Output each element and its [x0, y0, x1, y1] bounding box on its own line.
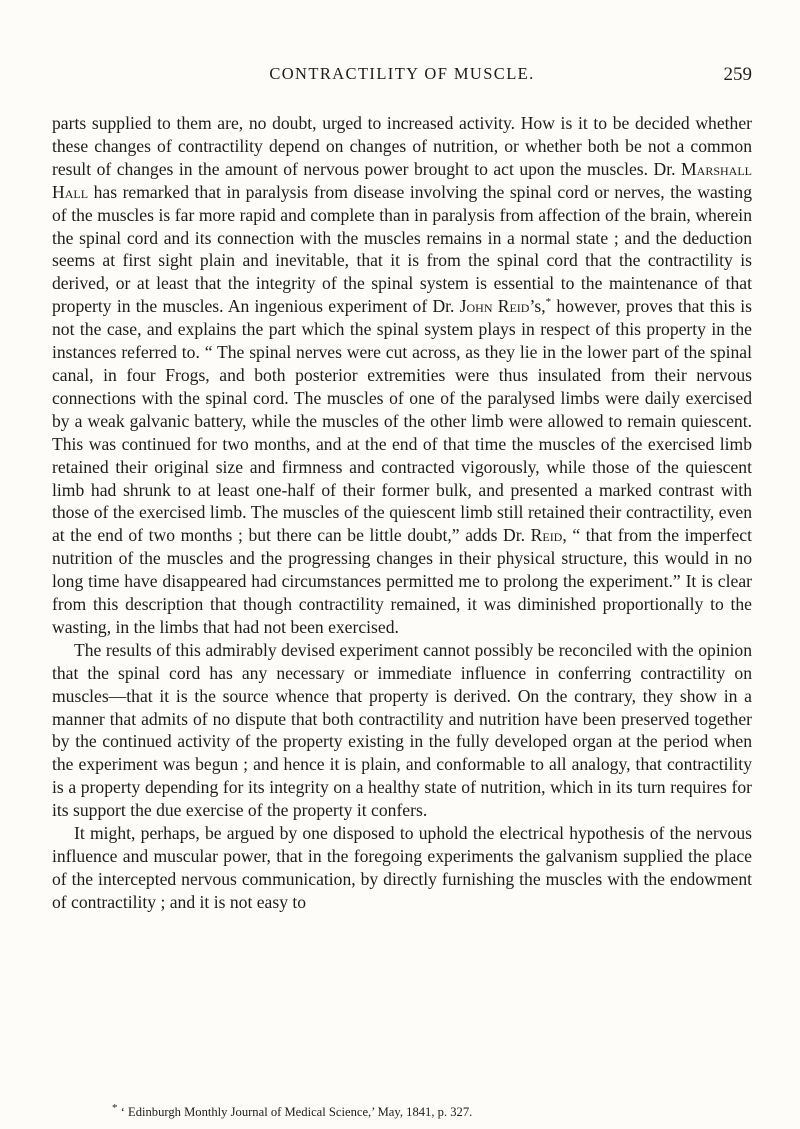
- paragraph: [52, 112, 752, 639]
- name-small-caps: John Reid: [459, 296, 530, 317]
- footnote-text: ‘ Edinburgh Monthly Journal of Medical Science,’ May, 1841, p. 327.: [120, 1105, 473, 1119]
- name-small-caps: Reid: [530, 525, 563, 546]
- text-run: parts supplied to them are, no doubt, urged to increased activity. How is it to be decided whether these changes of contractility depend on changes of nutrition, or whether both be not a common result of changes in the amount of nervous power brought to act upon the muscles. Dr.: [52, 113, 752, 179]
- text-run: ’s,: [529, 296, 546, 317]
- footnote-mark: *: [112, 1101, 118, 1114]
- paragraph: [52, 822, 752, 914]
- running-title: CONTRACTILITY OF MUSCLE.: [269, 64, 535, 83]
- name-small-caps: Marshall Hall: [52, 158, 752, 202]
- footnote: [112, 1101, 752, 1120]
- text-run: It might, perhaps, be argued by one disposed to uphold the electrical hypothesis of the nervous influence and muscular power, that in the foregoing experiments the galvanism supplied the place of the intercepted nervous communication, by directly furnishing the muscles with the endowment of contractility ; and it is not easy to: [52, 823, 752, 912]
- text-run: however, proves that this is not the case, and explains the part which the spinal system plays in respect of this property in the instances referred to. “ The spinal nerves were cut across, as they lie in the lower part of the spinal canal, in four Frogs, and both posterior extremities were thus insulated from their nervous connections with the spinal cord. The muscles of one of the paralysed limbs were daily exercised by a weak galvanic battery, while the muscles of the other limb were allowed to remain quiescent. This was continued for two months, and at the end of that time the muscles of the exercised limb retained their original size and firmness and contracted vigorously, while those of the quiescent limb had shrunk to at least one-half of their former bulk, and presented a marked contrast with those of the exercised limb. The muscles of the quiescent limb still retained their contractility, even at the end of two months ; but there can be little doubt,” adds Dr.: [52, 296, 752, 546]
- text-run: The results of this admirably devised experiment cannot possibly be reconciled with the opinion that the spinal cord has any necessary or immediate influence in conferring contractility on muscles—that it is the source whence that property is derived. On the contrary, they show in a manner that admits of no dispute that both contractility and nutrition have been preserved together by the continued activity of the property existing in the fully developed organ at the period when the experiment was begun ; and hence it is plain, and conformable to all analogy, that contractility is a property depending for its integrity on a healthy state of nutrition, which in its turn requires for its support the due exercise of the property it confers.: [52, 639, 752, 821]
- body-text: [52, 112, 752, 914]
- paragraph: [52, 639, 752, 822]
- page-number: 259: [723, 64, 752, 85]
- footnote-reference: *: [545, 296, 552, 309]
- running-head: [52, 64, 752, 94]
- text-run: has remarked that in paralysis from disease involving the spinal cord or nerves, the wasting of the muscles is far more rapid and complete than in paralysis from affection of the brain, wherein the spinal cord and its connection with the muscles remains in a normal state ; and the deduction seems at first sight plain and inevitable, that it is from the spinal cord that the contractility is derived, or at least that the integrity of the spinal system is essential to the maintenance of that property in the muscles. An ingenious experiment of Dr.: [52, 181, 752, 317]
- text-run: , “ that from the imperfect nutrition of the muscles and the progressing changes in their physical structure, this would in no long time have disappeared had circumstances permitted me to prolong the experiment.” It is clear from this description that though contractility remained, it was diminished proportionally to the wasting, in the limbs that had not been exercised.: [52, 525, 752, 637]
